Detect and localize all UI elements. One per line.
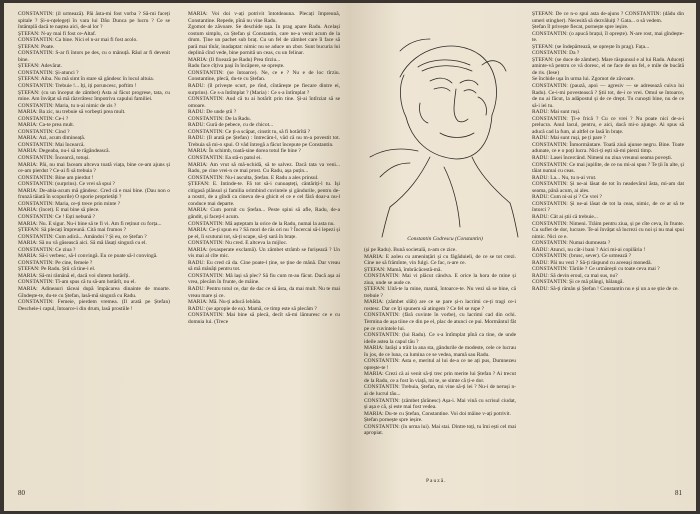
script-line: ȘTEFAN: Adevărat.: [18, 63, 62, 70]
script-line: CONSTANTIN: Bine am pierdut !: [18, 174, 94, 181]
script-line: CONSTANTIN: Numai dumneata ?: [532, 240, 611, 247]
script-line: ȘTEFAN: Aiba. Nu mă simt în stare să gândesc în locul altuia.: [18, 76, 154, 83]
script-line: CONSTANTIN: Tăriile ? Ce urmărești cu toate ceva mai ?: [532, 266, 660, 273]
left-page: [4, 3, 350, 511]
script-line: MARIA: Degeaba, nu-i să te răgândească.: [18, 148, 110, 155]
script-line: MARIA: (încet). E mai bine să plece.: [18, 207, 100, 214]
script-line: CONSTANTIN: (zâmbet țărănesc) Așa-i. Mai vină cu scrisul ciudat, și așa e că, și este mai fost vedea.: [364, 397, 516, 411]
script-line: RADU: Să-ți rămân și Ștefan ! Constantin nu e și un a se știe de ce.: [532, 285, 679, 292]
script-line: RADU: Să devin eroul, ca mai sus, nu?: [532, 272, 618, 279]
script-line: CONSTANTIN: (il urmează). Păi ăsta-mi fost vorba ? Să-mi faceți spitale ? Și-o-nțelegeți în vara lui Dău Dunca pe lucru ? Ce se întâmplă dacă te naștea aici, de-al lor ?: [18, 11, 170, 31]
script-line: CONSTANTIN: Ce ziua ?: [18, 246, 76, 253]
right-page-column-1: [364, 247, 516, 472]
script-line: MARIA: Ce-ți spun eu ? Să mori de râs ori nu ? Încercai să-i lepezi și pe el, îi scuturai tot, să-ți scape, să-ți sară în brațe.: [188, 227, 340, 240]
script-line: CONSTANTIN: Femeie, pierdem vremea. (Il arată pe Ștefan) Descheie-i capul, întoarce-i din drum, lasă prostiile !: [18, 299, 170, 312]
script-line: RADU: Păi nu vezi ? Să-ți răspund cu aceeași monedă.: [532, 259, 652, 266]
script-line: CONSTANTIN: Maria, ce-ți trece prin minte ?: [18, 200, 121, 207]
portrait-sketch: [360, 7, 520, 239]
script-line: MARIA: Să-i verbesc, să-l convingă. Eu ce poate să-l convingă.: [18, 253, 158, 260]
script-line: CONSTANTIN: Nimeni. Trăim pentru ziua, și pe cîte ceva, în frunte. Cu suflet de dor, lucrare. Te-ai învățat să lucrezi cu noi și nu mai spui nimic. Nici ce e.: [532, 220, 684, 240]
script-line: RADU: Eu cred că da. Cine poate-l ține, se ține de mână. Dar vreau să mă mânăți pentru tot.: [188, 259, 340, 273]
right-page: [350, 3, 696, 511]
script-line: ȘTEFAN: (se îndepărtează, se oprește în prag). Fața...: [532, 43, 650, 50]
script-line: ȘTEFAN: (se duce de zâmbet). Mare răspunsul e al lui Radu. Aduceți aminte-vă pentru ce vă doresc, el ne face de un fel, e mile de bucătă de ris. (Iese): [532, 56, 684, 76]
script-line: MARIA: Am vrut să mă-nchidă, să te salvez. Dacă tata va veni... Radu, pe cine vrei-n ce mai prost. Cu Radu, așa puțin...: [188, 161, 340, 175]
script-line: CONSTANTIN: S-ar fi întors pe des, cu o mânuță. Răul ar fi devenit bine.: [18, 50, 170, 63]
script-line: CONSTANTIN: (se întoarce). Ne, ce e ? Nu e de loc tîrziu. Constantine, plecă, du-te cu Ștefan.: [188, 69, 340, 83]
script-line: CONSTANTIN: Pe cine, femeie ?: [18, 259, 93, 266]
script-line: CONSTANTIN: Mă lași să plec? Să fiu cum m-au făcut. Dacă așa ai vrea, plecăm în frunte, de mâine.: [188, 272, 340, 286]
script-line: CONSTANTIN: Ce ! Ești nebună ?: [18, 213, 96, 220]
script-line: ȘTEFAN: Să plecați împreună. Cită mai frumos ?: [18, 227, 127, 234]
script-line: Ștefan pornește spre ieșire.: [364, 417, 423, 424]
script-line: CONSTANTIN: Și ne-ai lăsat de tot la ceas, nimic, de ce ar să te întorci ?: [532, 200, 684, 214]
script-line: Se închide uşa în urma lui. Zgomot de zăvoare.: [532, 76, 635, 83]
script-line: MARIA: Să-mi rămână el, dacă voi sîntem hotărîți.: [18, 272, 130, 279]
script-line: RADU: Mai sunt ruși, pe ți pare ?: [532, 135, 606, 142]
script-line: CONSTANTIN: Da ?: [532, 50, 580, 57]
script-line: RADU: La... Nu, tu n-ai vrut.: [532, 174, 597, 181]
left-page-column-2: [188, 11, 340, 481]
script-line: CONSTANTIN: Nu cred. E altceva la mijloc.: [188, 240, 288, 247]
script-line: Zgomot de zăvoare. Se deschide uşa. In prag apare Radu. Același costum simplu, ca Ștefan și Constantin, care ne-a venit acum de la drum. Ține un pachet sub braț. Cu un fel de zâmbet care îl face să pară mai tînăr, inadaptat: nimic nu se aduce un zbor. Sunt bucuria lui deplină cînd vede, bine pornită un ceas, cu un felinar.: [188, 24, 340, 57]
script-line: CONSTANTIN: Mai vi plăcut cândva. E orice la hora de mine și ziua, unde se aude ce.: [364, 273, 516, 286]
script-line: ȘTEFAN: Pe Radu. Știi că tine-i el.: [18, 266, 96, 273]
page-number-right: 81: [675, 489, 682, 497]
script-line: MARIA: Du-te cu Ștefan, Constantine. Voi doi mâine v-ați potrivit.: [364, 410, 511, 417]
script-line: CONSTANTIN: Trebuia, Ștefan, mi vine să-ți lei ? Nu-i de neruși n-ai de lucrul tău...: [364, 384, 516, 398]
open-book: [4, 3, 696, 511]
script-line: CONSTANTIN: Ca bine. Nici el n-ar mai fi fost acolo.: [18, 37, 138, 44]
right-page-column-2: [532, 11, 684, 481]
script-line: CONSTANTIN: Și ne-ai lăsat de tot în neadevărul ăsta, mi-am dat seama, până acum, ai ales.: [532, 181, 684, 194]
script-line: ȘTEFAN: E. Intinde-te. Fă tot să-i cunoașteți, cântăriți-l tu. Iși citigasă plânsul și familia orimbind cuvintele și gândurile, pentru de-a nostri, de a gîndi ca cineva de-a ghicit el ce e cel fără doar-a nu-l conduce mai departe.: [188, 181, 340, 207]
script-line: CONSTANTIN: Nu-i asculta, Ștefan. E Radu a ales prinsul.: [188, 174, 319, 181]
script-line: RADU: Lasei încercând. Nimeni nu ziua vreunui seama povești.: [532, 155, 673, 162]
script-line: MARIA: Să nu vă găsească aici. Să mă lăsați singură cu el.: [18, 240, 147, 247]
script-line: ȘTEFAN: Mamă, îmbrăcăcestă-mă.: [364, 266, 442, 273]
script-line: CONSTANTIN: Mai încearcă.: [18, 141, 85, 148]
script-line: MARIA: Cum pornit cu Ștefan... Peste spini să afle, Radu, de-a gândit, și faceți-l acum.: [188, 207, 340, 220]
script-line: MARIA: Adineauri tăceai după împăcarea dinainte de moarte. Gîndește-te, du-te cu Ștefan, lasă-mă singură cu Radu.: [18, 285, 170, 299]
script-line: CONSTANTIN: Asta e, meritul al lui de-a ce ne ați pus, Dumnezeu oprește-te !: [364, 358, 516, 371]
script-line: CONSTANTIN: Aud că tu ai hotărît prin tine. Și-ai întîrziat să se omoare.: [188, 96, 340, 109]
portrait-caption: Constantin Codrescu (Constantin): [407, 236, 483, 242]
script-line: RADU: (îl privește scurt, pe rînd, cîntărește pe fiecare dintre ei, surprins). Ce s-a întîmplat ? (Maria) : Ce s-a întîmplat ?: [188, 83, 340, 96]
script-line: RADU: De unde știi ?: [188, 109, 237, 116]
script-line: MARIA: Iarăși a trăit la ana sta, gândurile de modeste, cele ce lucrau în jos, de ce luna, ca lumina ce se vedea, mamă sau Radu.: [364, 345, 516, 358]
script-line: CONSTANTIN: Ți-e frică ? Cu ce vrei ? Nu poate nici de-a-i prelucra. Anul lacul, pentru, e aici, dacă mi-o ajunge. Ai spus să aducă cad la fum, ai altfel ce lasă în brațe.: [532, 115, 684, 135]
script-line: CONSTANTIN: Mă așteptam la orice de la Radu, numai la asta nu.: [188, 220, 335, 227]
script-line: CONSTANTIN: Cind ?: [18, 128, 70, 135]
script-line: CONSTANTIN: Cum adică... Amândoi ? Și eu, ce Ștefan ?: [18, 233, 147, 240]
script-line: CONSTANTIN: Mai bine să plecă, decît să-mi lămuresc ce e cu domnia lui. (Trece: [188, 312, 340, 325]
script-line: MARIA: De-abia-acum mă gândesc. Cred că e mai bine. (Dau non o frunză tăiată în scopurile) O sporie proprietăți ?: [18, 187, 170, 201]
script-line: CONSTANTIN: (surprins). Ce vrei să spui ?: [18, 181, 115, 188]
script-line: CONSTANTIN: Încearcă, totuși.: [18, 155, 90, 162]
script-line: (și pe Radu). Bună societală, n-am ce zice.: [364, 247, 457, 253]
script-line: RADU: Cât ai știi că trebuie...: [532, 213, 598, 220]
script-line: RADU: Pentru totul ce, dar de dac ce să ăsta, da mai mult. Nu te mai vreau mare și ce.: [188, 285, 340, 299]
script-line: MARIA: Voi doi v-ați potrivit întotdeauna. Plecați împreună, Constantine. Repede, pînă nu vine Radu.: [188, 11, 340, 24]
pause-label: Pauză.: [426, 478, 447, 484]
script-line: CONSTANTIN: (lui Radu). Ce s-a întîmplat pînă ca tine, de unde ideile astea la capul tău ?: [364, 332, 516, 345]
script-line: MARIA: (Il fixează pe Radu) Prea tîrziu...: [188, 56, 281, 63]
script-line: CONSTANTIN: De la Radu.: [188, 115, 251, 122]
left-page-column-1: [18, 11, 170, 481]
script-line: MARIA: În schimb, toată-sine dorea totul fie bine ?: [188, 148, 301, 155]
script-line: RADU: Cum ni-ai și ? Ce vrei ?: [532, 194, 602, 201]
script-line: ȘTEFAN: (cu un început de zâmbet) Asta ai făcut progrese, tata, cu mine. Am învățat să mă răzvrătesc împotriva capului familiei.: [18, 89, 170, 103]
script-line: CONSTANTIN: Înmormântare. Toată ziuă ajunse negru. Bine. Toate adunate, ce e o poți lucra. Nici-ți ești să-mi pierzi timp.: [532, 141, 684, 155]
script-line: Ștefan îl privește fiecat, pornește spre ieșire.: [532, 24, 629, 31]
script-line: ȘTEFAN: N-ay mai fi fost ce-Altaf.: [18, 30, 97, 37]
script-line: RADU: (se apropie de ea). Mamă, ce timp este să plecăm ?: [188, 305, 317, 312]
script-line: RADU: (Il arată pe Ștefan) : Intrecăm-l, văd că nu m-a povestit tot. Trebuia să mi-o spui. O văd întregă a făcut începute pe Constantin.: [188, 135, 340, 148]
script-line: ȘTEFAN: De ce n-o spui asta de-ajuns ? CONSTANTIN: (dădu din umeri stingher). Necesită să dezvăluiți ? Gata... o să vedem.: [532, 11, 684, 24]
script-line: CONSTANTIN: (pauză, apoi — agresiv — se adresează cuiva lui Radu). Ce-i-mi povestească ? Știi tot, de-i ce vrei. Omul se întoarce, de nu ai făcut, la adăpostul și de ce drept. Tu cunoști bine, nu de ce să-i iei tu.: [532, 83, 684, 109]
script-line: CONSTANTIN: Tî-am spus că tu să-am hotărît, nu el.: [18, 279, 136, 286]
script-line: CONSTANTIN: (fără cuvinte în vorbe), cu lacrimi cad din ochi. Termina de așa tiine ce din pe el, plac de atunci ce pui. Mormântul făt pe ce cuvintele lui.: [364, 312, 516, 332]
script-line: CONSTANTIN: (brusc, sever). Ce urmează ?: [532, 253, 632, 260]
script-line: CONSTANTIN: Ea stă-n patul ei.: [188, 155, 262, 162]
script-line: CONSTANTIN: Ce mai jupilite, de ce nu mi-ai spus ? Te ții în alte, și tăiat numai cu ceas.: [532, 161, 684, 175]
script-line: Radu face cîțiva pași în încăpere, se oprește.: [188, 63, 285, 70]
script-line: MARIA: Nu. E sigur. Nu-i bine să te fi vi. Am fi reținut cu forța...: [18, 220, 162, 227]
script-line: MARIA: Crezi că ai venit să-ți trec prin merite lui Ștefan ? Ai trecut de la Radu, ce a fost în viață, mi te, se simte că ți-e dor.: [364, 371, 516, 384]
script-line: CONSTANTIN: Ce ți-a scăpat, cinstit tu, să fi hotărîtă ?: [188, 128, 311, 135]
script-line: CONSTANTIN: (o apucă brațul, îl oprește). N-are rost, mai gîndește-te.: [532, 30, 684, 44]
script-line: RADU: Mai sunt ruși.: [532, 109, 581, 116]
script-line: ȘTEFAN: Poate.: [18, 43, 55, 50]
script-line: RADU: Atunci, nu cât-i bani ? Aici mi-ai copilăria !: [532, 246, 646, 253]
script-line: MARIA: (exasperate exclamă). Un zâmbet strâmb se furișează ? Un vis mai al cîte mic.: [188, 246, 340, 260]
script-line: MARIA: Ba zic, nu trebuie să vorbești prea mult.: [18, 109, 126, 116]
script-line: CONSTANTIN: Ce-i ?: [18, 115, 69, 122]
script-line: CONSTANTIN: (în urma lui). Mai stai. Dintre toți, tu îmi ești cel mai apropiat.: [364, 423, 516, 437]
script-line: MARIA: Ca-te prea mult.: [18, 122, 75, 129]
script-line: MARIA: (zâmbet slăb) are ce se pare și-n lacrimi ce-ți tragi ce-i rostesc. Dar ce îți spunem să atingem ? Ce fel se rupe ?: [364, 299, 516, 312]
script-line: MARIA: Păi, nu mai faceam altceva toată viața, bine ce-am ajuns și ce-am pierdut ? Ce-ai fi să trebuia ?: [18, 161, 170, 175]
script-line: CONSTANTIN: Maria, tu n-ai nimic de zis ?: [18, 102, 117, 109]
page-number-left: 80: [18, 489, 25, 497]
script-line: CONSTANTIN: Și-atunci ?: [18, 69, 79, 76]
script-line: ȘTEFAN: Uită-te la mine, mamă, întoarce-te. Nu vezi să se bine, că trebuie ?: [364, 286, 516, 299]
script-line: RADU: Gură de pebece, cu de chicot...: [188, 122, 274, 129]
script-line: CONSTANTIN: Și ce mă plângi, bălangă.: [532, 279, 624, 286]
script-line: MARIA: E aoleu cu amenințări și cu făgăduieli, de ce se tot crezi. Cine ne să frămînte, vin fulgi. Ce fac, n-are ce.: [364, 253, 516, 267]
script-line: MARIA: Azi, acum dimineață.: [18, 135, 86, 142]
script-line: MARIA: Mă. Nu-ți aducă lebăda.: [188, 299, 262, 306]
script-line: CONSTANTIN: Trebuie !... Iți, iți poruncesc, poftim !: [18, 83, 137, 90]
